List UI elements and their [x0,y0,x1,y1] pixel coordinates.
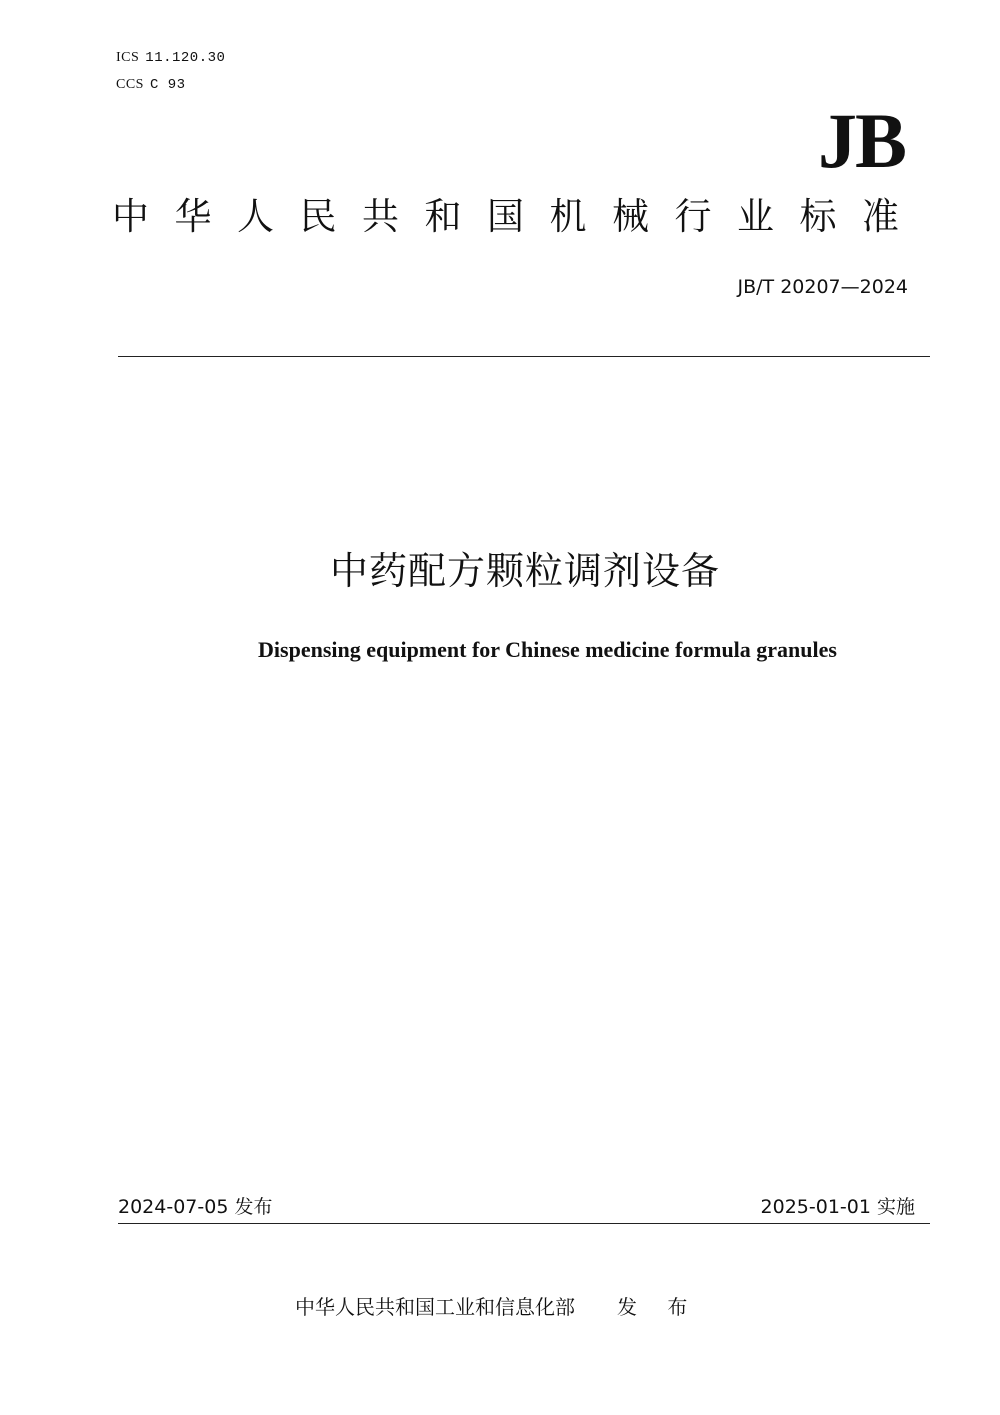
issuer-name: 中华人民共和国工业和信息化部 [295,1295,575,1319]
effective-date: 2025-01-01 实施 [760,1196,915,1218]
ccs-label: CCS [116,77,144,92]
ccs-code: C 93 [149,77,186,93]
ccs-classification [116,77,186,93]
ics-classification [116,50,225,66]
issuer-line [295,1293,699,1321]
document-title-en: Dispensing equipment for Chinese medicine formula granules [258,637,837,662]
issuer-action: 发 布 [617,1295,700,1319]
jb-logo: JB [817,97,905,184]
document-title-zh: 中药配方颗粒调剂设备 [329,549,720,593]
issue-date: 2024-07-05 发布 [118,1196,273,1218]
ics-code: 11.120.30 [145,50,226,66]
top-divider [118,356,930,357]
ics-label: ICS [116,50,140,65]
organization-title: 中华人民共和国机械行业标准 [112,195,925,238]
bottom-divider [118,1223,930,1224]
standard-number: JB/T 20207—2024 [737,276,908,298]
